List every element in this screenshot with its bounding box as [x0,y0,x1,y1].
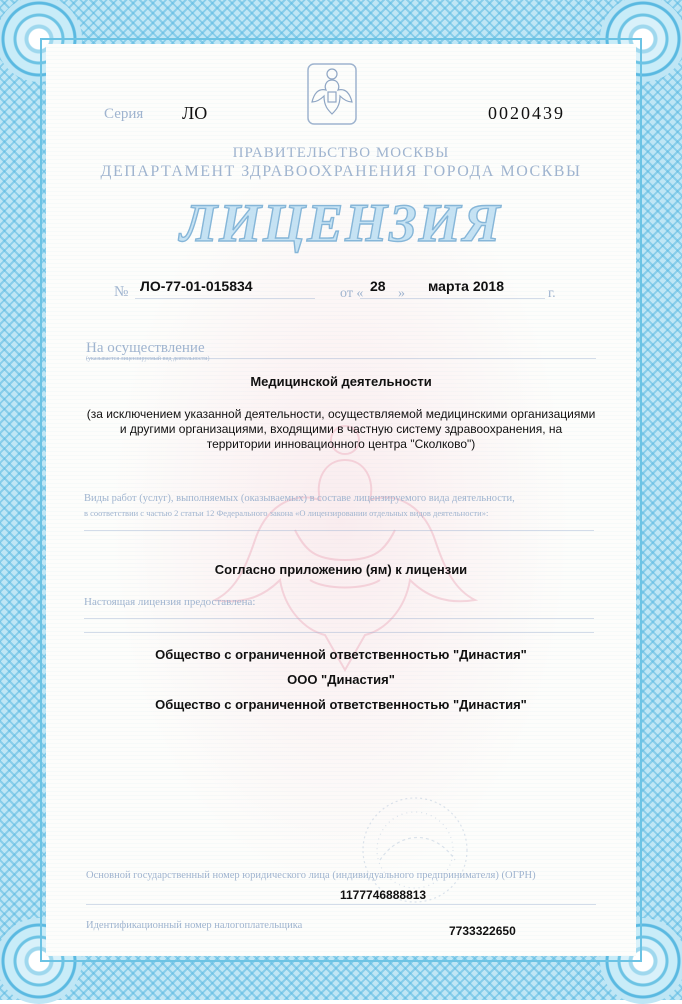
number-underline [135,298,315,299]
ogrn-underline [86,904,596,905]
form-number: 0020439 [488,103,565,123]
works-appendix: Согласно приложению (ям) к лицензии [214,562,468,577]
activity-note-line: территории инновационного центра "Сколково") [206,437,476,451]
license-day: 28 [370,278,386,294]
activity-underline [86,358,596,359]
activity-note-line: и другими организациями, входящими в частную систему здравоохранения, на [119,422,563,436]
inn-label: Идентификационный номер налогоплательщика [86,920,303,931]
authority-government: ПРАВИТЕЛЬСТВО МОСКВЫ [232,145,450,161]
license-month-year: марта 2018 [428,278,505,294]
works-faint-text: в соответствии с частью 2 статьи 12 Федерального закона «О лицензировании отдельных видов деятельности»: [84,508,489,518]
year-suffix: г. [548,286,556,301]
license-number: ЛО-77-01-015834 [140,278,253,294]
activity-note-line: (за исключением указанной деятельности, осуществляемой медицинскими организациями [86,407,596,421]
activity-name: Медицинской деятельности [250,374,432,389]
eagle-watermark-icon [195,420,495,680]
date-close-quote: » [398,286,405,301]
inn-value: 7733322650 [449,924,516,938]
authority-department: ДЕПАРТАМЕНТ ЗДРАВООХРАНЕНИЯ ГОРОДА МОСКВЫ [100,163,582,180]
works-underline [84,530,594,531]
granted-underline [84,618,594,619]
series-value: ЛО [182,103,208,123]
number-sign: № [114,284,129,300]
licensee-brand-name: Общество с ограниченной ответственностью "Династия" [155,697,527,712]
series-label: Серия [104,106,144,122]
ogrn-label: Основной государственный номер юридического лица (индивидуального предпринимателя) (ОГРН) [86,870,536,881]
granted-faint-text: Настоящая лицензия предоставлена: [84,596,256,608]
licensee-full-name: Общество с ограниченной ответственностью "Династия" [155,647,527,662]
activity-label: На осуществление [86,340,205,356]
ogrn-value: 1177746888813 [340,888,427,902]
document-title: ЛИЦЕНЗИЯ [180,193,502,253]
activity-sublabel: (указывается лицензируемый вид деятельности) [86,356,210,362]
licensee-short-name: ООО "Династия" [287,672,395,687]
date-from-label: от « [340,286,364,301]
date-underline [360,298,545,299]
coat-of-arms-icon [306,62,358,126]
works-faint-text: Виды работ (услуг), выполняемых (оказываемых) в составе лицензируемого вида деятельности, [84,493,515,504]
granted-underline [84,632,594,633]
